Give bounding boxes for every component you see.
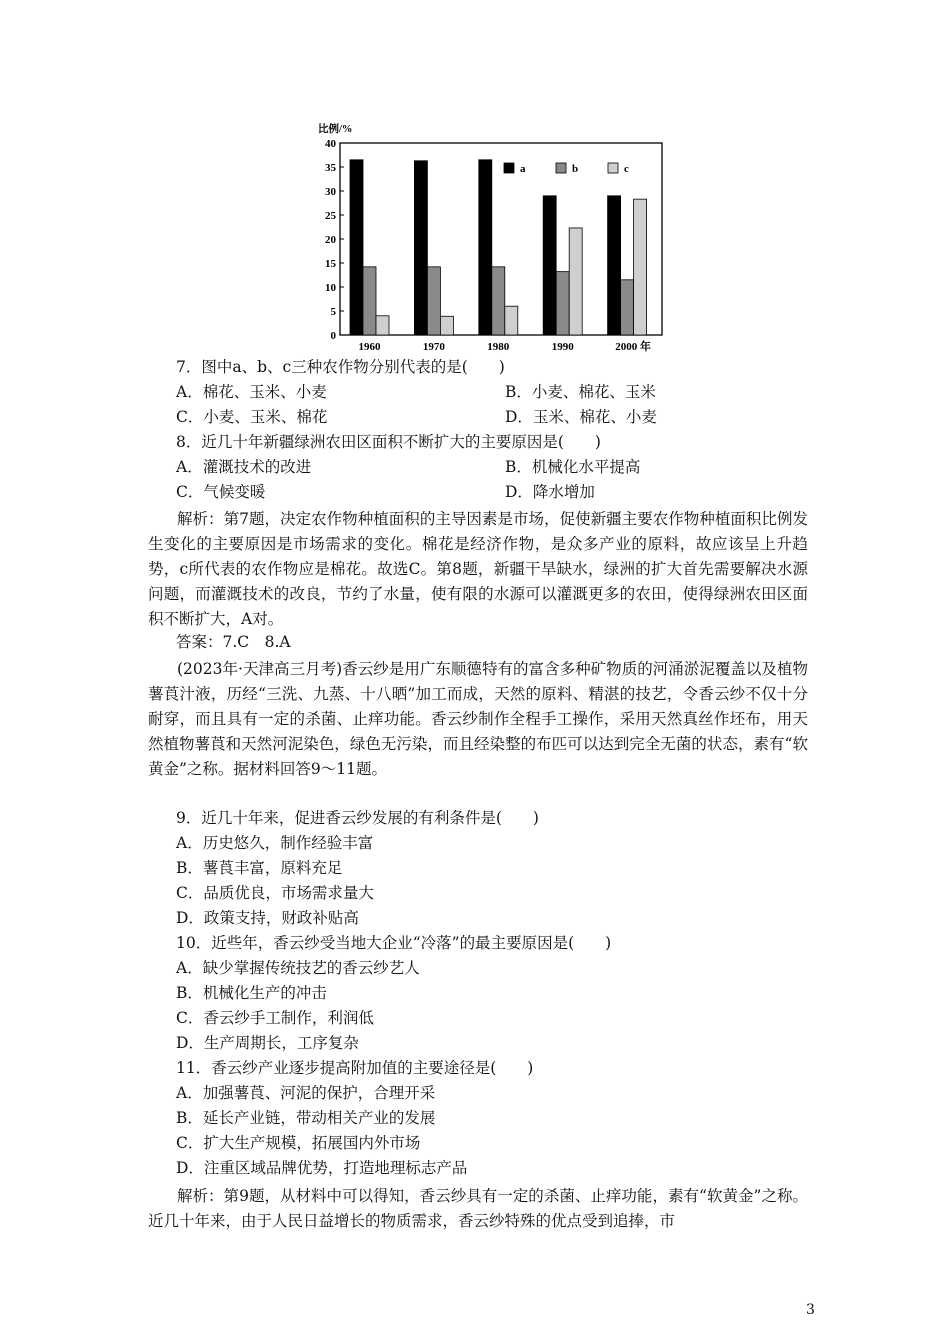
bar-a-1990: [543, 196, 556, 335]
legend-label-c: c: [624, 163, 629, 175]
bar-b-1980: [492, 267, 505, 335]
y-tick-label: 35: [325, 162, 336, 174]
legend-swatch-a: [504, 163, 514, 173]
q7-option-b: B．小麦、棉花、玉米: [505, 383, 656, 401]
q10-option-b: B．机械化生产的冲击: [176, 984, 327, 1002]
bar-b-2000: [621, 280, 634, 335]
q7-option-c: C．小麦、玉米、棉花: [176, 408, 328, 426]
q11-option-d: D．注重区域品牌优势，打造地理标志产品: [176, 1159, 468, 1177]
y-tick-label: 0: [330, 330, 336, 342]
q8-option-d: D．降水增加: [505, 483, 595, 501]
legend-label-b: b: [572, 163, 579, 175]
y-axis-label: 比例/%: [318, 124, 353, 135]
legend-swatch-b: [556, 163, 566, 173]
q10-option-a: A．缺少掌握传统技艺的香云纱艺人: [176, 959, 420, 977]
q7-option-d: D．玉米、棉花、小麦: [505, 408, 657, 426]
y-tick-label: 25: [325, 210, 336, 222]
legend-swatch-c: [608, 163, 618, 173]
bar-b-1960: [363, 267, 376, 335]
legend-label-a: a: [520, 163, 526, 175]
q11-option-b: B．延长产业链，带动相关产业的发展: [176, 1109, 436, 1127]
y-tick-label: 30: [325, 186, 336, 198]
material-passage: (2023年·天津高三月考)香云纱是用广东顺德特有的富含多种矿物质的河涌淤泥覆盖以及植物薯莨汁液，历经“三洗、九蒸、十八晒”加工而成，天然的原料、精湛的技艺，令香云纱不仅十分耐穿，而且具有一定的杀菌、止痒功能。香云纱制作全程手工操作，采用天然真丝作坯布，用天然植物薯莨和天然河泥染色，绿色无污染，而且经染整的布匹可以达到完全无菌的状态，素有“软黄金”之称。据材料回答9～11题。: [148, 660, 808, 778]
x-tick-label: 1960: [358, 341, 381, 353]
y-tick-label: 5: [330, 306, 336, 318]
q9-option-d: D．政策支持，财政补贴高: [176, 909, 359, 927]
bar-c-2000: [634, 199, 647, 335]
q7-option-a: A．棉花、玉米、小麦: [176, 383, 327, 401]
y-tick-label: 10: [325, 282, 336, 294]
analysis-9-11: 解析：第9题，从材料中可以得知，香云纱具有一定的杀菌、止痒功能，素有“软黄金”之称。近几十年来，由于人民日益增长的物质需求，香云纱特殊的优点受到追捧，市: [148, 1187, 808, 1230]
q9-option-b: B．薯莨丰富，原料充足: [176, 859, 343, 877]
question-7-stem: 7．图中a、b、c三种农作物分别代表的是( ): [176, 358, 505, 376]
bar-a-1960: [350, 160, 363, 335]
question-8-stem: 8．近几十年新疆绿洲农田区面积不断扩大的主要原因是( ): [176, 433, 601, 451]
q9-option-c: C．品质优良，市场需求量大: [176, 884, 374, 902]
q8-option-a: A．灌溉技术的改进: [176, 458, 312, 476]
bar-c-1960: [376, 316, 389, 335]
q8-option-b: B．机械化水平提高: [505, 458, 641, 476]
bar-b-1990: [556, 272, 569, 335]
page-number: 3: [806, 1302, 815, 1318]
x-tick-label: 1970: [422, 341, 445, 353]
q9-option-a: A．历史悠久，制作经验丰富: [176, 834, 374, 852]
q11-option-a: A．加强薯莨、河泥的保护，合理开采: [176, 1084, 436, 1102]
x-tick-label: 2000 年: [615, 341, 651, 353]
x-tick-label: 1980: [487, 341, 510, 353]
y-tick-label: 40: [325, 138, 336, 150]
bar-b-1970: [427, 267, 440, 335]
bar-a-2000: [608, 196, 621, 335]
q11-option-c: C．扩大生产规模，拓展国内外市场: [176, 1134, 421, 1152]
answer-7-8: 答案：7.C 8.A: [176, 633, 291, 651]
y-tick-label: 15: [325, 258, 336, 270]
bar-c-1970: [440, 316, 453, 335]
q8-option-c: C．气候变暖: [176, 483, 266, 501]
q10-option-c: C．香云纱手工制作，利润低: [176, 1009, 374, 1027]
bar-a-1980: [479, 160, 492, 335]
x-tick-label: 1990: [551, 341, 574, 353]
question-11-stem: 11．香云纱产业逐步提高附加值的主要途径是( ): [176, 1059, 534, 1077]
bar-c-1990: [569, 228, 582, 335]
q10-option-d: D．生产周期长，工序复杂: [176, 1034, 359, 1052]
question-9-stem: 9．近几十年来，促进香云纱发展的有利条件是( ): [176, 809, 539, 827]
question-10-stem: 10．近些年，香云纱受当地大企业“冷落”的最主要原因是( ): [176, 934, 612, 952]
bar-a-1970: [414, 161, 427, 335]
y-tick-label: 20: [325, 234, 336, 246]
bar-chart: [312, 118, 672, 356]
analysis-7-8: 解析：第7题，决定农作物种植面积的主导因素是市场，促使新疆主要农作物种植面积比例发生变化的主要原因是市场需求的变化。棉花是经济作物，是众多产业的原料，故应该呈上升趋势，c所代表的农作物应是棉花。故选C。第8题，新疆干旱缺水，绿洲的扩大首先需要解决水源问题，而灌溉技术的改良，节约了水量，使有限的水源可以灌溉更多的农田，使得绿洲农田区面积不断扩大，A对。: [148, 510, 808, 628]
bar-c-1980: [505, 306, 518, 335]
